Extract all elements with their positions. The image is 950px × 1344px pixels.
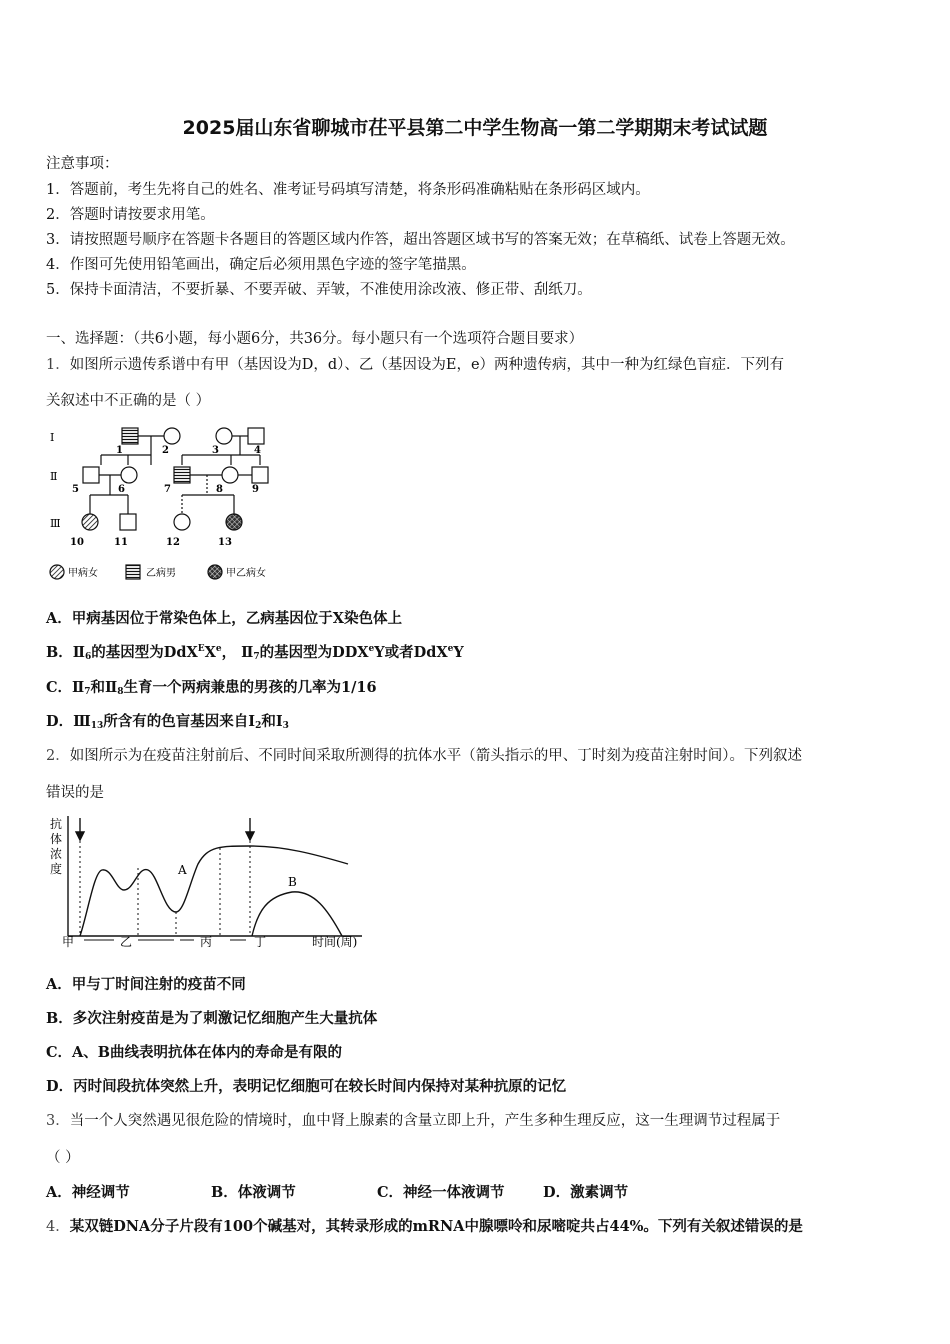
time-mark: 乙 bbox=[120, 935, 133, 949]
question-1-stem-cont: 关叙述中不正确的是（ ） bbox=[46, 393, 211, 409]
question-3-option-b: B．体液调节 bbox=[211, 1184, 296, 1201]
notice-item: 1．答题前，考生先将自己的姓名、准考证号码填写清楚，将条形码准确粘贴在条形码区域内。 bbox=[46, 182, 650, 198]
curve-A bbox=[80, 846, 348, 936]
individual-III10 bbox=[82, 514, 98, 530]
y-axis-label: 体 bbox=[50, 832, 63, 846]
ind-label: 5 bbox=[72, 484, 79, 495]
legend-label: 甲乙病女 bbox=[226, 568, 266, 579]
legend-symbol-both-female bbox=[208, 565, 222, 579]
notice-item: 3．请按照题号顺序在答题卡各题目的答题区域内作答，超出答题区域书写的答案无效；在草稿纸、试卷上答题无效。 bbox=[46, 232, 795, 248]
curve-label: B bbox=[288, 875, 297, 889]
question-3-stem: 3．当一个人突然遇见很危险的情境时，血中肾上腺素的含量立即上升，产生多种生理反应，这一生理调节过程属于 bbox=[46, 1113, 781, 1129]
question-1-option-b: B．$Ⅱ_6$的基因型为DdX$^E$Xe， $Ⅱ_7$的基因型为DDXeY或者DdX$^e$Y bbox=[46, 644, 464, 662]
individual-II9 bbox=[252, 467, 268, 483]
time-mark: 丁 bbox=[254, 935, 267, 949]
pedigree-chart bbox=[44, 420, 304, 592]
ind-label: 9 bbox=[252, 484, 259, 495]
notice-item: 4．作图可先使用铅笔画出，确定后必须用黑色字迹的签字笔描黑。 bbox=[46, 257, 476, 273]
notice-item: 5．保持卡面清洁，不要折暴、不要弄破、弄皱，不准使用涂改液、修正带、刮纸刀。 bbox=[46, 282, 592, 298]
time-mark: 丙 bbox=[200, 935, 213, 949]
question-2-stem: 2．如图所示为在疫苗注射前后、不同时间采取所测得的抗体水平（箭头指示的甲、丁时刻为疫苗注射时间）。下列叙述 bbox=[46, 748, 802, 764]
question-2-stem-cont: 错误的是 bbox=[46, 785, 104, 801]
individual-III11 bbox=[120, 514, 136, 530]
question-2-option-c: C．A、B曲线表明抗体在体内的寿命是有限的 bbox=[46, 1044, 343, 1061]
page-title: 2025届山东省聊城市茌平县第二中学生物高一第二学期期末考试试题 bbox=[182, 117, 768, 139]
question-1-stem: 1．如图所示遗传系谱中有甲（基因设为D，d）、乙（基因设为E，e）两种遗传病，其中一种为红绿色盲症．下列有 bbox=[46, 357, 785, 373]
individual-I1 bbox=[122, 428, 138, 444]
legend-symbol-yi-male bbox=[126, 565, 140, 579]
question-1-option-a: A．甲病基因位于常染色体上，乙病基因位于X染色体上 bbox=[46, 610, 402, 627]
ind-label: 6 bbox=[118, 484, 125, 495]
notice-heading: 注意事项： bbox=[46, 156, 119, 172]
question-2-option-a: A．甲与丁时间注射的疫苗不同 bbox=[46, 976, 246, 993]
curve-B bbox=[252, 892, 342, 936]
ind-label: 1 bbox=[116, 445, 123, 456]
curve-label: A bbox=[178, 863, 187, 877]
y-axis-label: 度 bbox=[50, 862, 63, 876]
ind-label: 12 bbox=[166, 537, 180, 548]
y-axis-label: 抗 bbox=[50, 817, 63, 831]
notice-item: 2．答题时请按要求用笔。 bbox=[46, 207, 215, 223]
question-4-stem: 4．某双链DNA分子片段有100个碱基对，其转录形成的mRNA中腺嘌呤和尿嘧啶共占44%。下列有关叙述错误的是 bbox=[46, 1218, 803, 1235]
ind-label: 2 bbox=[162, 445, 169, 456]
question-3-option-d: D．激素调节 bbox=[543, 1184, 629, 1201]
individual-II5 bbox=[83, 467, 99, 483]
ind-label: 8 bbox=[216, 484, 223, 495]
legend-label: 甲病女 bbox=[68, 568, 98, 579]
question-number: 4． bbox=[46, 1219, 70, 1235]
time-mark: 甲 bbox=[62, 935, 75, 949]
injection-arrow bbox=[76, 832, 84, 840]
individual-III13 bbox=[226, 514, 242, 530]
gen-label: Ⅲ bbox=[50, 517, 61, 530]
section-heading: 一、选择题：（共6小题，每小题6分，共36分。每小题只有一个选项符合题目要求） bbox=[46, 331, 584, 347]
individual-II6 bbox=[121, 467, 137, 483]
question-2-option-d: D．丙时间段抗体突然上升，表明记忆细胞可在较长时间内保持对某种抗原的记忆 bbox=[46, 1078, 567, 1095]
question-number: 3． bbox=[46, 1113, 70, 1129]
antibody-chart bbox=[44, 812, 374, 954]
ind-label: 3 bbox=[212, 445, 219, 456]
ind-label: 13 bbox=[218, 537, 232, 548]
legend-symbol-jia-female bbox=[50, 565, 64, 579]
ind-label: 7 bbox=[164, 484, 171, 495]
gen-label: Ⅱ bbox=[50, 470, 58, 483]
x-axis-label: 时间(周) bbox=[312, 935, 358, 949]
question-3-option-c: C．神经一体液调节 bbox=[377, 1184, 505, 1201]
individual-II8 bbox=[222, 467, 238, 483]
y-axis-label: 浓 bbox=[50, 847, 63, 861]
individual-II7 bbox=[174, 467, 190, 483]
individual-I4 bbox=[248, 428, 264, 444]
ind-label: 11 bbox=[114, 537, 128, 548]
injection-arrow bbox=[246, 832, 254, 840]
question-1-option-c: C．$Ⅱ_7$和$Ⅱ_8$生育一个两病兼患的男孩的几率为1/16 bbox=[46, 679, 377, 697]
gen-label: Ⅰ bbox=[50, 431, 55, 444]
question-3-option-a: A．神经调节 bbox=[46, 1184, 130, 1201]
individual-I3 bbox=[216, 428, 232, 444]
question-3-options bbox=[46, 1181, 628, 1202]
legend-label: 乙病男 bbox=[146, 568, 176, 579]
ind-label: 10 bbox=[70, 537, 84, 548]
question-3-stem-cont: （ ） bbox=[46, 1150, 80, 1166]
question-number: 2． bbox=[46, 748, 70, 764]
question-2-option-b: B．多次注射疫苗是为了刺激记忆细胞产生大量抗体 bbox=[46, 1010, 378, 1027]
individual-III12 bbox=[174, 514, 190, 530]
question-number: 1． bbox=[46, 357, 70, 373]
individual-I2 bbox=[164, 428, 180, 444]
question-1-option-d: D．$Ⅲ_{13}$所含有的色盲基因来自$I_2$和$I_3$ bbox=[46, 713, 289, 731]
ind-label: 4 bbox=[254, 445, 261, 456]
